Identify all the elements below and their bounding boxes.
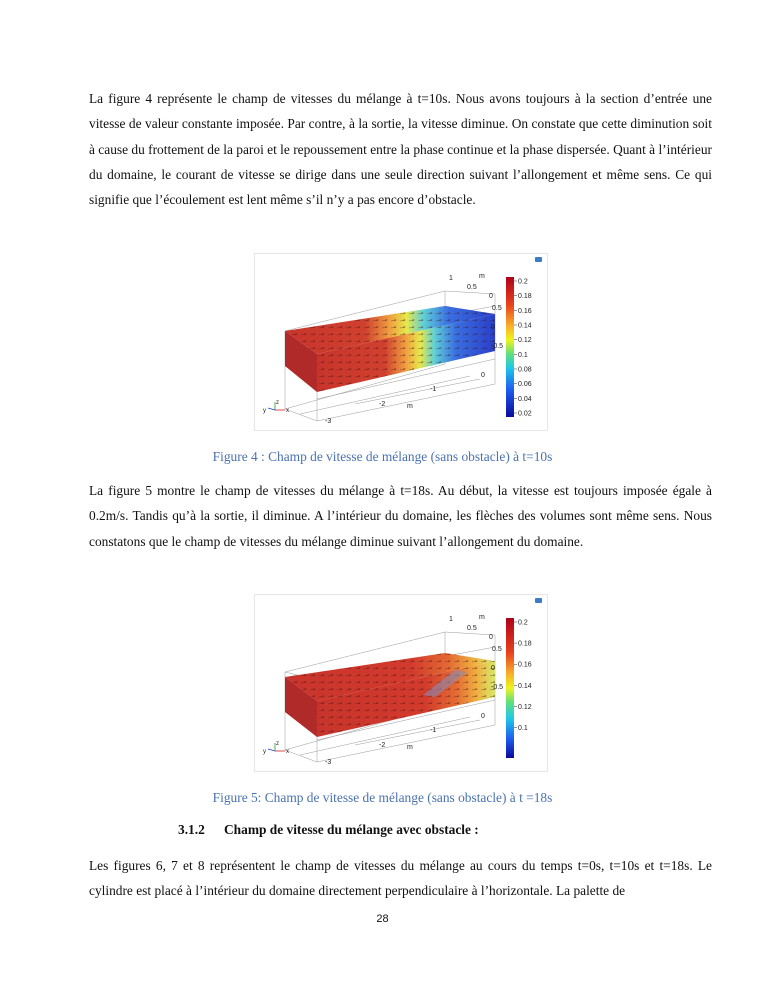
y-tick-label: 0 [491, 324, 495, 331]
y-tick-label: -0.5 [491, 684, 504, 691]
camera-icon[interactable] [535, 257, 542, 262]
colorbar-tick-label: 0.06 [518, 381, 532, 389]
velocity-field-plot-t10 [255, 254, 547, 430]
y-tick-label: 0 [491, 665, 495, 672]
z-tick-label: 0 [489, 293, 493, 300]
colorbar-tick-label: 0.1 [518, 725, 528, 733]
paragraph-figures-6-8-intro: Les figures 6, 7 et 8 représentent le champ de vitesses du mélange au cours du temps t=0s, t=10s et t=18s. Le cylindre est placé à l’intérieur du domaine directement perpendiculaire à l’horizontale. La palette de [89, 858, 712, 899]
z-tick-label: 1 [449, 275, 453, 282]
x-tick-label: -1 [430, 386, 437, 393]
section-title: Champ de vitesse du mélange avec obstacle : [224, 822, 479, 837]
x-tick-label: -1 [430, 727, 437, 734]
colorbar [506, 277, 514, 417]
colorbar-tick-label: 0.12 [518, 337, 532, 345]
colorbar-ticks [514, 620, 532, 733]
x-tick-label: -3 [325, 759, 332, 766]
z-tick-label: 0.5 [467, 625, 477, 632]
x-tick-label: -2 [379, 401, 386, 408]
colorbar-tick-label: 0.18 [518, 640, 532, 648]
z-tick-label: 0 [489, 634, 493, 641]
velocity-field-plot-t18 [255, 595, 547, 771]
colorbar-tick-label: 0.2 [518, 278, 528, 286]
colorbar-tick-label: 0.02 [518, 410, 532, 418]
camera-icon[interactable] [535, 598, 542, 603]
y-tick-label: 0.5 [492, 646, 502, 653]
z-tick-label: 1 [449, 616, 453, 623]
svg-text:z: z [276, 400, 279, 406]
paragraph-figure5-description: La figure 5 montre le champ de vitesses du mélange à t=18s. Au début, la vitesse est toujours imposée égale à 0.2m/s. Tandis qu’à la sortie, il diminue. A l’intérieur du domaine, les flèches des volumes sont même sens. Nous constatons que le champ de vitesses du mélange diminue suivant l’allongement du domaine. [89, 483, 712, 549]
figure-4 [254, 253, 548, 431]
svg-text:y: y [263, 408, 266, 414]
z-unit-label: m [479, 273, 485, 280]
colorbar-tick-label: 0.14 [518, 322, 532, 330]
section-number: 3.1.2 [178, 822, 205, 837]
colorbar-tick-label: 0.16 [518, 307, 532, 315]
page-number: 28 [376, 913, 389, 925]
colorbar-tick-label: 0.08 [518, 366, 532, 374]
section-heading [178, 822, 479, 838]
svg-text:x: x [286, 749, 289, 755]
figure-4-caption: Figure 4 : Champ de vitesse de mélange (sans obstacle) à t=10s [212, 449, 553, 464]
svg-text:z: z [276, 741, 279, 747]
paragraph-figure4-description: La figure 4 représente le champ de vitesses du mélange à t=10s. Nous avons toujours à la section d’entrée une vitesse de valeur constante imposée. Par contre, à la sortie, la vitesse diminue. On constate que cette diminution soit à cause du frottement de la paroi et le repoussement entre la phase continue et la phase dispersée. Quant à l’intérieur du domaine, le courant de vitesse se dirige dans une seule direction suivant l’allongement et même sens. Ce qui signifie que l’écoulement est lent même s’il n’y a pas encore d’obstacle. [89, 91, 712, 208]
x-tick-label: 0 [481, 372, 485, 379]
svg-text:y: y [263, 749, 266, 755]
z-tick-label: 0.5 [467, 284, 477, 291]
y-tick-label: 0.5 [492, 305, 502, 312]
colorbar-tick-label: 0.2 [518, 619, 528, 627]
colorbar-tick-label: 0.16 [518, 661, 532, 669]
x-unit-label: m [407, 403, 413, 410]
colorbar-tick-label: 0.14 [518, 682, 532, 690]
colorbar-tick-label: 0.12 [518, 703, 532, 711]
y-tick-label: -0.5 [491, 343, 504, 350]
z-unit-label: m [479, 614, 485, 621]
figure-5-caption: Figure 5: Champ de vitesse de mélange (sans obstacle) à t =18s [212, 790, 553, 805]
colorbar-tick-label: 0.18 [518, 293, 532, 301]
svg-text:x: x [286, 408, 289, 414]
x-tick-label: 0 [481, 713, 485, 720]
colorbar-ticks [514, 279, 532, 418]
colorbar [506, 618, 514, 758]
x-tick-label: -3 [325, 418, 332, 425]
x-tick-label: -2 [379, 742, 386, 749]
x-unit-label: m [407, 744, 413, 751]
colorbar-tick-label: 0.04 [518, 395, 532, 403]
colorbar-tick-label: 0.1 [518, 351, 528, 359]
figure-5 [254, 594, 548, 772]
